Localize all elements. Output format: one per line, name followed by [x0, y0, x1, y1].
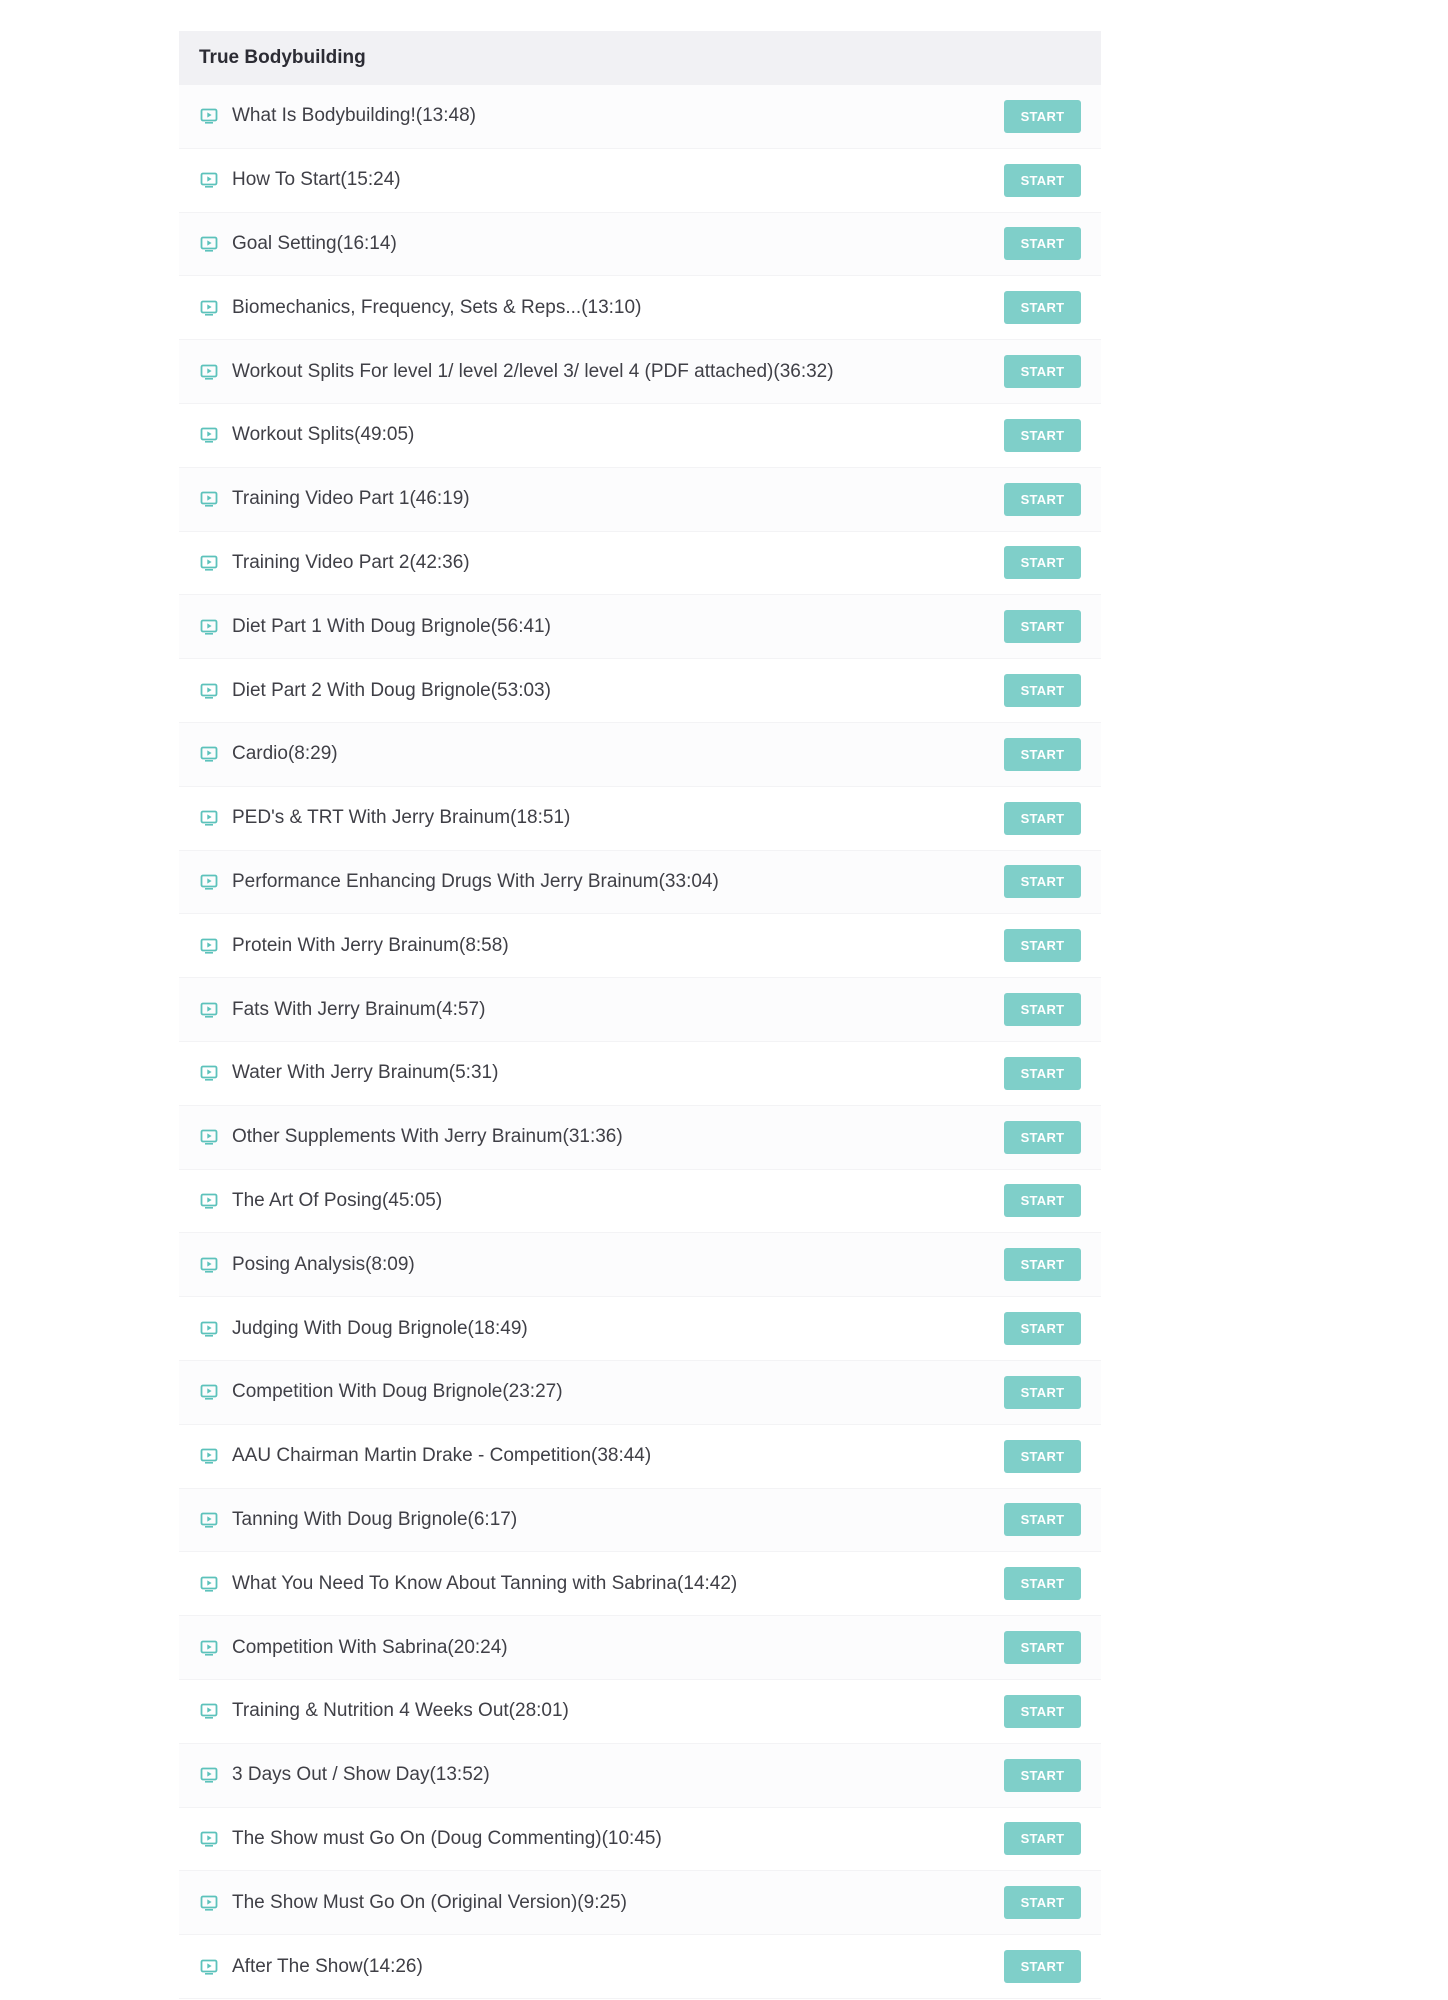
lecture-row-2[interactable]: [179, 149, 1101, 213]
lecture-row-28[interactable]: [179, 1808, 1101, 1872]
lecture-row-9[interactable]: [179, 595, 1101, 659]
lecture-row-10[interactable]: [179, 659, 1101, 723]
play-video-icon: [199, 1829, 219, 1849]
lecture-row-24[interactable]: [179, 1552, 1101, 1616]
lecture-title[interactable]: Performance Enhancing Drugs With Jerry Brainum(33:04): [232, 870, 719, 892]
lecture-title[interactable]: The Show Must Go On (Original Version)(9:25): [232, 1891, 627, 1913]
lecture-row-21[interactable]: [179, 1361, 1101, 1425]
start-button[interactable]: START: [1004, 865, 1081, 898]
lecture-title[interactable]: Diet Part 1 With Doug Brignole(56:41): [232, 615, 551, 637]
start-button[interactable]: START: [1004, 1184, 1081, 1217]
lecture-title[interactable]: AAU Chairman Martin Drake - Competition(38:44): [232, 1445, 652, 1467]
lecture-title[interactable]: Competition With Sabrina(20:24): [232, 1636, 508, 1658]
play-video-icon: [199, 1127, 219, 1147]
lecture-title[interactable]: Judging With Doug Brignole(18:49): [232, 1317, 528, 1339]
play-video-icon: [199, 170, 219, 190]
lecture-title[interactable]: Goal Setting(16:14): [232, 232, 397, 254]
start-button[interactable]: START: [1004, 1440, 1081, 1473]
course-section: [179, 31, 1101, 1999]
start-button[interactable]: START: [1004, 929, 1081, 962]
play-video-icon: [199, 425, 219, 445]
play-video-icon: [199, 936, 219, 956]
lecture-row-13[interactable]: [179, 851, 1101, 915]
start-button[interactable]: START: [1004, 1057, 1081, 1090]
lecture-row-17[interactable]: [179, 1106, 1101, 1170]
lecture-title[interactable]: Cardio(8:29): [232, 743, 338, 765]
start-button[interactable]: START: [1004, 1695, 1081, 1728]
lecture-row-8[interactable]: [179, 532, 1101, 596]
lecture-title[interactable]: Tanning With Doug Brignole(6:17): [232, 1508, 518, 1530]
lecture-row-22[interactable]: [179, 1425, 1101, 1489]
lecture-row-5[interactable]: [179, 340, 1101, 404]
lecture-row-20[interactable]: [179, 1297, 1101, 1361]
lecture-row-1[interactable]: [179, 85, 1101, 149]
start-button[interactable]: START: [1004, 483, 1081, 516]
start-button[interactable]: START: [1004, 1950, 1081, 1983]
lecture-title[interactable]: Other Supplements With Jerry Brainum(31:36): [232, 1126, 623, 1148]
lecture-title[interactable]: PED's & TRT With Jerry Brainum(18:51): [232, 807, 571, 829]
lecture-row-12[interactable]: [179, 787, 1101, 851]
lecture-title[interactable]: Fats With Jerry Brainum(4:57): [232, 998, 486, 1020]
start-button[interactable]: START: [1004, 1822, 1081, 1855]
lecture-title[interactable]: Workout Splits For level 1/ level 2/level 3/ level 4 (PDF attached)(36:32): [232, 360, 834, 382]
play-video-icon: [199, 1574, 219, 1594]
start-button[interactable]: START: [1004, 100, 1081, 133]
play-video-icon: [199, 1255, 219, 1275]
start-button[interactable]: START: [1004, 291, 1081, 324]
lecture-title[interactable]: After The Show(14:26): [232, 1955, 423, 1977]
lecture-row-19[interactable]: [179, 1233, 1101, 1297]
lecture-row-16[interactable]: [179, 1042, 1101, 1106]
play-video-icon: [199, 1063, 219, 1083]
start-button[interactable]: START: [1004, 1503, 1081, 1536]
lecture-row-4[interactable]: [179, 276, 1101, 340]
start-button[interactable]: START: [1004, 419, 1081, 452]
play-video-icon: [199, 872, 219, 892]
lecture-list: [179, 85, 1101, 1999]
lecture-row-6[interactable]: [179, 404, 1101, 468]
section-title: True Bodybuilding: [199, 47, 366, 68]
start-button[interactable]: START: [1004, 546, 1081, 579]
lecture-row-15[interactable]: [179, 978, 1101, 1042]
play-video-icon: [199, 489, 219, 509]
play-video-icon: [199, 1893, 219, 1913]
play-video-icon: [199, 234, 219, 254]
lecture-row-11[interactable]: [179, 723, 1101, 787]
start-button[interactable]: START: [1004, 1121, 1081, 1154]
section-header: [179, 31, 1101, 85]
play-video-icon: [199, 1446, 219, 1466]
play-video-icon: [199, 1510, 219, 1530]
lecture-row-27[interactable]: [179, 1744, 1101, 1808]
play-video-icon: [199, 1191, 219, 1211]
start-button[interactable]: START: [1004, 1312, 1081, 1345]
start-button[interactable]: START: [1004, 355, 1081, 388]
start-button[interactable]: START: [1004, 738, 1081, 771]
lecture-title[interactable]: The Art Of Posing(45:05): [232, 1189, 443, 1211]
play-video-icon: [199, 106, 219, 126]
start-button[interactable]: START: [1004, 1759, 1081, 1792]
play-video-icon: [199, 1382, 219, 1402]
lecture-title[interactable]: What Is Bodybuilding!(13:48): [232, 105, 476, 127]
lecture-title[interactable]: What You Need To Know About Tanning with Sabrina(14:42): [232, 1572, 738, 1594]
start-button[interactable]: START: [1004, 610, 1081, 643]
lecture-title[interactable]: Training & Nutrition 4 Weeks Out(28:01): [232, 1700, 569, 1722]
lecture-row-29[interactable]: [179, 1871, 1101, 1935]
lecture-title[interactable]: Diet Part 2 With Doug Brignole(53:03): [232, 679, 551, 701]
lecture-title[interactable]: Protein With Jerry Brainum(8:58): [232, 934, 509, 956]
start-button[interactable]: START: [1004, 227, 1081, 260]
start-button[interactable]: START: [1004, 1248, 1081, 1281]
play-video-icon: [199, 1765, 219, 1785]
play-video-icon: [199, 681, 219, 701]
play-video-icon: [199, 1000, 219, 1020]
play-video-icon: [199, 1957, 219, 1977]
play-video-icon: [199, 298, 219, 318]
start-button[interactable]: START: [1004, 993, 1081, 1026]
play-video-icon: [199, 808, 219, 828]
play-video-icon: [199, 744, 219, 764]
play-video-icon: [199, 362, 219, 382]
lecture-row-25[interactable]: [179, 1616, 1101, 1680]
lecture-row-30[interactable]: [179, 1935, 1101, 1999]
lecture-title[interactable]: Training Video Part 1(46:19): [232, 488, 470, 510]
lecture-title[interactable]: Posing Analysis(8:09): [232, 1253, 415, 1275]
lecture-row-18[interactable]: [179, 1170, 1101, 1234]
lecture-title[interactable]: The Show must Go On (Doug Commenting)(10:45): [232, 1827, 662, 1849]
lecture-title[interactable]: Competition With Doug Brignole(23:27): [232, 1381, 563, 1403]
start-button[interactable]: START: [1004, 1376, 1081, 1409]
start-button[interactable]: START: [1004, 802, 1081, 835]
start-button[interactable]: START: [1004, 1567, 1081, 1600]
lecture-title[interactable]: 3 Days Out / Show Day(13:52): [232, 1764, 490, 1786]
start-button[interactable]: START: [1004, 164, 1081, 197]
lecture-title[interactable]: Training Video Part 2(42:36): [232, 551, 470, 573]
lecture-title[interactable]: Biomechanics, Frequency, Sets & Reps...(13:10): [232, 296, 642, 318]
start-button[interactable]: START: [1004, 1631, 1081, 1664]
play-video-icon: [199, 1319, 219, 1339]
play-video-icon: [199, 617, 219, 637]
lecture-title[interactable]: Water With Jerry Brainum(5:31): [232, 1062, 499, 1084]
play-video-icon: [199, 553, 219, 573]
play-video-icon: [199, 1638, 219, 1658]
lecture-row-26[interactable]: [179, 1680, 1101, 1744]
start-button[interactable]: START: [1004, 674, 1081, 707]
lecture-title[interactable]: Workout Splits(49:05): [232, 424, 415, 446]
lecture-row-23[interactable]: [179, 1489, 1101, 1553]
lecture-row-3[interactable]: [179, 213, 1101, 277]
lecture-row-14[interactable]: [179, 914, 1101, 978]
start-button[interactable]: START: [1004, 1886, 1081, 1919]
lecture-row-7[interactable]: [179, 468, 1101, 532]
play-video-icon: [199, 1701, 219, 1721]
lecture-title[interactable]: How To Start(15:24): [232, 169, 401, 191]
